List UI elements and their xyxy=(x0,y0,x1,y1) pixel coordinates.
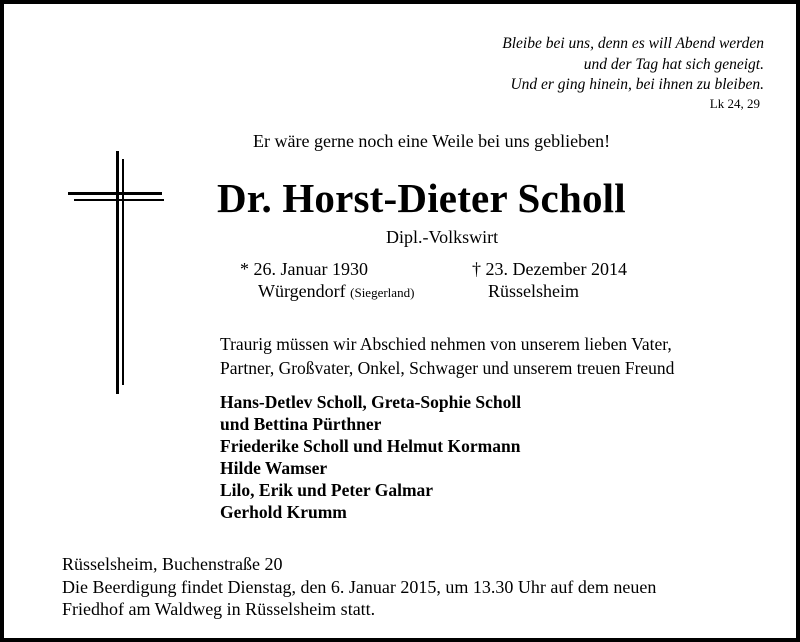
verse-reference: Lk 24, 29 xyxy=(709,96,760,111)
deceased-title: Dipl.-Volkswirt xyxy=(386,227,499,247)
mourner-line: und Bettina Pürthner xyxy=(220,414,382,434)
mourning-text xyxy=(220,332,674,380)
mourners-list xyxy=(220,391,521,523)
cross-icon xyxy=(68,149,168,394)
mourner-line: Friederike Scholl und Helmut Kormann xyxy=(220,436,521,456)
address: Rüsselsheim, Buchenstraße 20 xyxy=(62,554,283,574)
bible-verse xyxy=(364,34,764,96)
death-place: Rüsselsheim xyxy=(488,281,580,301)
deceased-name: Dr. Horst-Dieter Scholl xyxy=(217,175,626,221)
verse-line: Und er ging hinein, bei ihnen zu bleiben. xyxy=(510,76,764,93)
funeral-info-line: Friedhof am Waldweg in Rüsselsheim statt. xyxy=(62,599,376,619)
verse-line: und der Tag hat sich geneigt. xyxy=(583,55,764,73)
mourning-line: Traurig müssen wir Abschied nehmen von unserem lieben Vater, xyxy=(220,334,672,354)
motto: Er wäre gerne noch eine Weile bei uns geblieben! xyxy=(253,131,611,151)
birth-date: * 26. Januar 1930 xyxy=(240,259,368,279)
death-info xyxy=(472,258,627,302)
mourner-line: Hans-Detlev Scholl, Greta-Sophie Scholl xyxy=(220,392,522,412)
birth-place: Würgendorf xyxy=(258,281,346,301)
birth-info xyxy=(240,258,414,304)
mourner-line: Hilde Wamser xyxy=(220,458,328,478)
verse-line: Bleibe bei uns, denn es will Abend werden xyxy=(502,35,764,52)
mourning-line: Partner, Großvater, Onkel, Schwager und unserem treuen Freund xyxy=(220,358,675,378)
birth-region: (Siegerland) xyxy=(350,285,415,300)
funeral-info-line: Die Beerdigung findet Dienstag, den 6. Januar 2015, um 13.30 Uhr auf dem neuen xyxy=(62,576,657,597)
mourner-line: Lilo, Erik und Peter Galmar xyxy=(220,480,434,500)
death-date: † 23. Dezember 2014 xyxy=(472,259,627,279)
footer xyxy=(62,553,656,621)
mourner-line: Gerhold Krumm xyxy=(220,502,347,522)
